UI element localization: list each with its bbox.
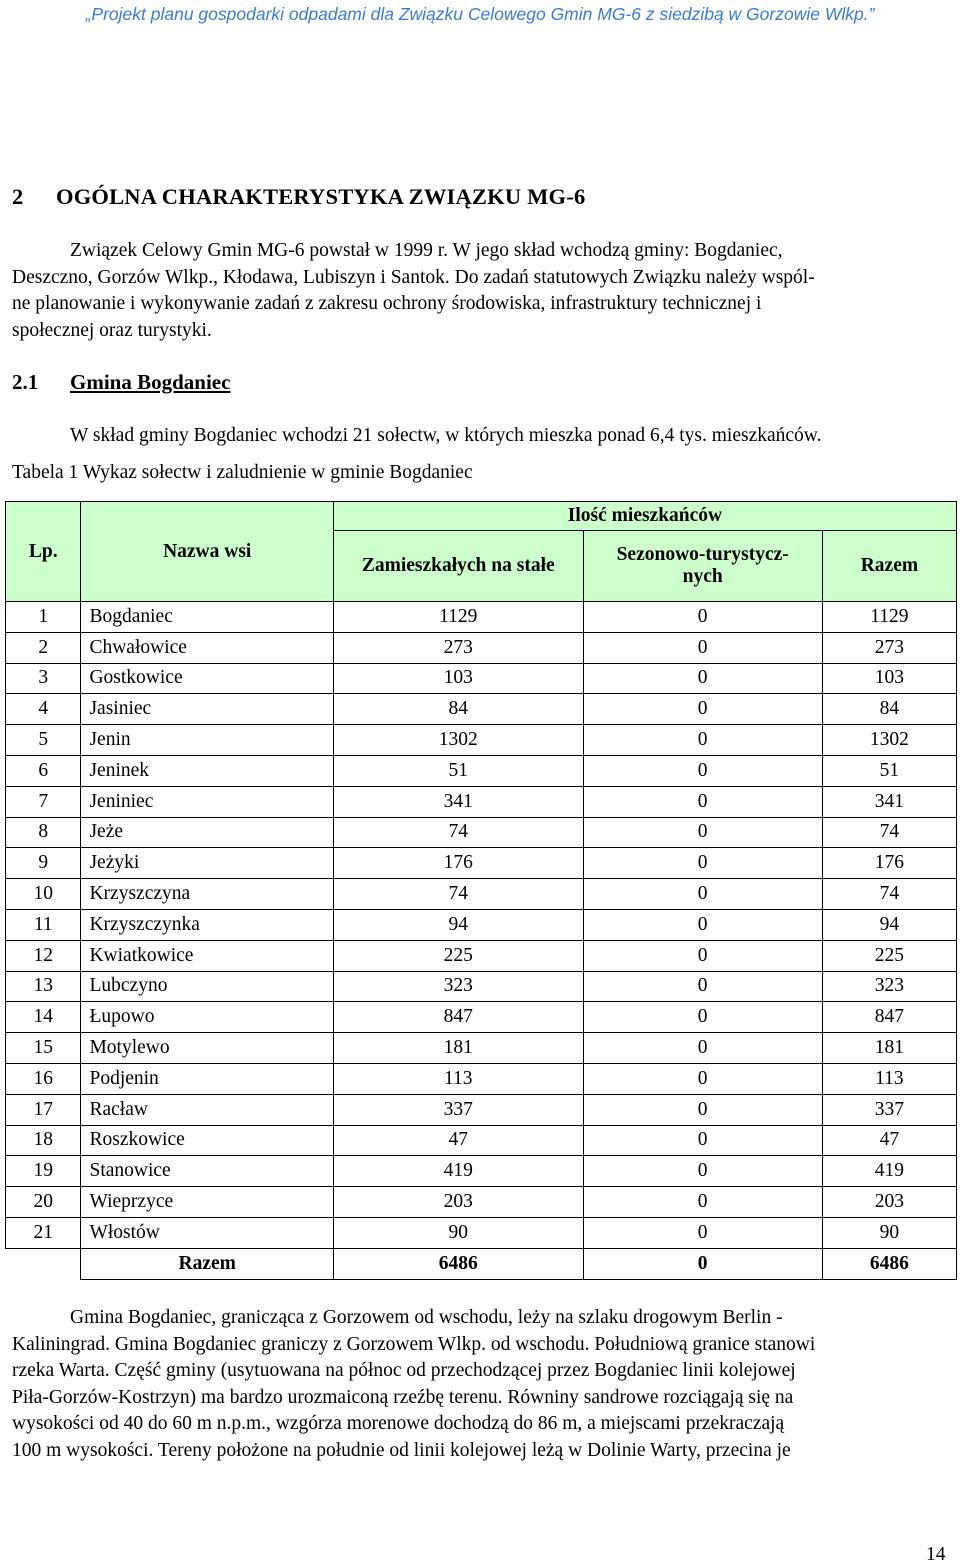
paragraph-line: ne planowanie i wykonywanie zadań z zakresu ochrony środowiska, infrastruktury technicznej i [12, 293, 762, 314]
row-seasonal: 0 [583, 725, 822, 756]
table-row [6, 602, 957, 633]
row-permanent: 1302 [333, 725, 583, 756]
row-permanent: 273 [333, 632, 583, 663]
row-seasonal: 0 [583, 786, 822, 817]
row-permanent: 181 [333, 1033, 583, 1064]
row-name: Krzyszczynka [81, 909, 333, 940]
row-total: 1302 [822, 725, 956, 756]
row-name: Racław [81, 1094, 333, 1125]
row-seasonal: 0 [583, 1125, 822, 1156]
row-lp: 10 [6, 879, 81, 910]
row-seasonal: 0 [583, 602, 822, 633]
section-paragraph [12, 238, 948, 344]
row-name: Jenin [81, 725, 333, 756]
paragraph-line: Gmina Bogdaniec, granicząca z Gorzowem od wschodu, leży na szlaku drogowym Berlin - [70, 1307, 783, 1328]
row-name: Jasiniec [81, 694, 333, 725]
row-lp: 21 [6, 1217, 81, 1248]
row-name: Lubczyno [81, 971, 333, 1002]
row-seasonal: 0 [583, 1094, 822, 1125]
row-total: 273 [822, 632, 956, 663]
row-lp: 13 [6, 971, 81, 1002]
row-seasonal: 0 [583, 694, 822, 725]
row-seasonal: 0 [583, 940, 822, 971]
row-permanent: 94 [333, 909, 583, 940]
row-name: Stanowice [81, 1156, 333, 1187]
row-name: Roszkowice [81, 1125, 333, 1156]
row-name: Motylewo [81, 1033, 333, 1064]
row-permanent: 74 [333, 817, 583, 848]
table-row [6, 1125, 957, 1156]
total-total: 6486 [822, 1248, 956, 1279]
row-name: Jeniniec [81, 786, 333, 817]
row-name: Bogdaniec [81, 602, 333, 633]
row-lp: 12 [6, 940, 81, 971]
row-lp: 6 [6, 755, 81, 786]
header-group: Ilość mieszkańców [333, 502, 956, 531]
row-permanent: 323 [333, 971, 583, 1002]
table-row [6, 786, 957, 817]
row-permanent: 847 [333, 1002, 583, 1033]
row-permanent: 341 [333, 786, 583, 817]
row-seasonal: 0 [583, 1217, 822, 1248]
table-row [6, 1217, 957, 1248]
table-row [6, 1094, 957, 1125]
row-total: 84 [822, 694, 956, 725]
row-name: Jeżyki [81, 848, 333, 879]
total-seasonal: 0 [583, 1248, 822, 1279]
row-lp: 7 [6, 786, 81, 817]
row-lp: 17 [6, 1094, 81, 1125]
row-seasonal: 0 [583, 632, 822, 663]
table-row [6, 971, 957, 1002]
row-name: Łupowo [81, 1002, 333, 1033]
row-lp: 19 [6, 1156, 81, 1187]
table-caption: Tabela 1 Wykaz sołectw i zaludnienie w gminie Bogdaniec [12, 462, 473, 483]
row-lp: 2 [6, 632, 81, 663]
page-number: 14 [926, 1544, 946, 1565]
row-lp: 1 [6, 602, 81, 633]
total-row [6, 1248, 957, 1279]
row-permanent: 113 [333, 1063, 583, 1094]
row-permanent: 84 [333, 694, 583, 725]
running-header: „Projekt planu gospodarki odpadami dla Związku Celowego Gmin MG-6 z siedzibą w Gorzowie Wlkp.” [85, 4, 875, 24]
paragraph-line: społecznej oraz turystyki. [12, 319, 212, 341]
row-permanent: 47 [333, 1125, 583, 1156]
row-total: 337 [822, 1094, 956, 1125]
row-permanent: 419 [333, 1156, 583, 1187]
row-total: 419 [822, 1156, 956, 1187]
header-seasonal [583, 531, 822, 602]
row-name: Chwałowice [81, 632, 333, 663]
row-lp: 16 [6, 1063, 81, 1094]
row-seasonal: 0 [583, 971, 822, 1002]
table-row [6, 879, 957, 910]
table-row [6, 694, 957, 725]
table-row [6, 909, 957, 940]
subsection-intro: W skład gminy Bogdaniec wchodzi 21 sołectw, w których mieszka ponad 6,4 tys. mieszkańców. [70, 425, 822, 446]
table-row [6, 632, 957, 663]
row-total: 103 [822, 663, 956, 694]
row-permanent: 74 [333, 879, 583, 910]
row-total: 74 [822, 879, 956, 910]
header-seasonal-line: Sezonowo-turystycz- [616, 544, 789, 565]
row-total: 847 [822, 1002, 956, 1033]
row-lp: 5 [6, 725, 81, 756]
population-table [5, 501, 957, 1280]
row-total: 1129 [822, 602, 956, 633]
table-row [6, 755, 957, 786]
row-total: 90 [822, 1217, 956, 1248]
row-name: Włostów [81, 1217, 333, 1248]
row-permanent: 51 [333, 755, 583, 786]
row-total: 176 [822, 848, 956, 879]
row-seasonal: 0 [583, 663, 822, 694]
table-row [6, 848, 957, 879]
row-lp: 20 [6, 1187, 81, 1218]
row-name: Krzyszczyna [81, 879, 333, 910]
paragraph-line: Deszczno, Gorzów Wlkp., Kłodawa, Lubiszyn i Santok. Do zadań statutowych Związku należy wspól- [12, 266, 815, 288]
paragraph-line: 100 m wysokości. Tereny położone na południe od linii kolejowej leżą w Dolinie Warty, przecina je [12, 1439, 791, 1461]
row-seasonal: 0 [583, 755, 822, 786]
section-number: 2 [12, 184, 24, 209]
body-paragraph [12, 1305, 952, 1464]
paragraph-line: rzeka Warta. Część gminy (usytuowana na północ od przechodzącej przez Bogdaniec linii kolejowej [12, 1360, 796, 1381]
row-lp: 8 [6, 817, 81, 848]
table-row [6, 817, 957, 848]
row-lp: 11 [6, 909, 81, 940]
header-total: Razem [822, 531, 956, 602]
row-total: 47 [822, 1125, 956, 1156]
row-total: 51 [822, 755, 956, 786]
row-lp: 9 [6, 848, 81, 879]
paragraph-line: Kaliningrad. Gmina Bogdaniec graniczy z Gorzowem Wlkp. od wschodu. Południową granice stanowi [12, 1333, 816, 1355]
row-total: 203 [822, 1187, 956, 1218]
blank-cell [6, 1248, 81, 1279]
row-total: 74 [822, 817, 956, 848]
row-seasonal: 0 [583, 1063, 822, 1094]
row-total: 225 [822, 940, 956, 971]
table-row [6, 1187, 957, 1218]
subsection-title: Gmina Bogdaniec [70, 370, 231, 394]
row-seasonal: 0 [583, 1156, 822, 1187]
row-lp: 18 [6, 1125, 81, 1156]
row-lp: 3 [6, 663, 81, 694]
row-name: Wieprzyce [81, 1187, 333, 1218]
total-label: Razem [81, 1248, 333, 1279]
table-row [6, 1002, 957, 1033]
subsection-number: 2.1 [12, 370, 39, 394]
row-name: Jeże [81, 817, 333, 848]
row-seasonal: 0 [583, 848, 822, 879]
row-lp: 15 [6, 1033, 81, 1064]
header-seasonal-line: nych [682, 566, 723, 587]
table-row [6, 1156, 957, 1187]
row-total: 181 [822, 1033, 956, 1064]
header-name: Nazwa wsi [81, 502, 333, 602]
subsection-heading [12, 370, 230, 395]
row-seasonal: 0 [583, 1187, 822, 1218]
row-name: Kwiatkowice [81, 940, 333, 971]
row-lp: 4 [6, 694, 81, 725]
table-row [6, 1063, 957, 1094]
table-row [6, 663, 957, 694]
row-name: Gostkowice [81, 663, 333, 694]
row-permanent: 337 [333, 1094, 583, 1125]
table-row [6, 725, 957, 756]
table-row [6, 940, 957, 971]
row-permanent: 90 [333, 1217, 583, 1248]
row-seasonal: 0 [583, 879, 822, 910]
row-permanent: 203 [333, 1187, 583, 1218]
row-permanent: 103 [333, 663, 583, 694]
table-row [6, 1033, 957, 1064]
section-heading [12, 184, 585, 210]
header-permanent: Zamieszkałych na stałe [333, 531, 583, 602]
row-name: Podjenin [81, 1063, 333, 1094]
row-name: Jeninek [81, 755, 333, 786]
row-seasonal: 0 [583, 1033, 822, 1064]
row-permanent: 176 [333, 848, 583, 879]
row-permanent: 1129 [333, 602, 583, 633]
header-lp: Lp. [6, 502, 81, 602]
row-seasonal: 0 [583, 817, 822, 848]
row-total: 341 [822, 786, 956, 817]
row-permanent: 225 [333, 940, 583, 971]
row-seasonal: 0 [583, 1002, 822, 1033]
row-total: 323 [822, 971, 956, 1002]
paragraph-line: Związek Celowy Gmin MG-6 powstał w 1999 r. W jego skład wchodzą gminy: Bogdaniec, [70, 240, 783, 261]
row-total: 113 [822, 1063, 956, 1094]
paragraph-line: wysokości od 40 do 60 m n.p.m., wzgórza morenowe dochodzą do 86 m, a miejscami przekraczają [12, 1413, 785, 1434]
row-total: 94 [822, 909, 956, 940]
section-title: OGÓLNA CHARAKTERYSTYKA ZWIĄZKU MG-6 [56, 184, 586, 209]
row-seasonal: 0 [583, 909, 822, 940]
paragraph-line: Piła-Gorzów-Kostrzyn) ma bardzo urozmaiconą rzeźbę terenu. Równiny sandrowe rozciągają się na [12, 1386, 794, 1408]
total-permanent: 6486 [333, 1248, 583, 1279]
row-lp: 14 [6, 1002, 81, 1033]
